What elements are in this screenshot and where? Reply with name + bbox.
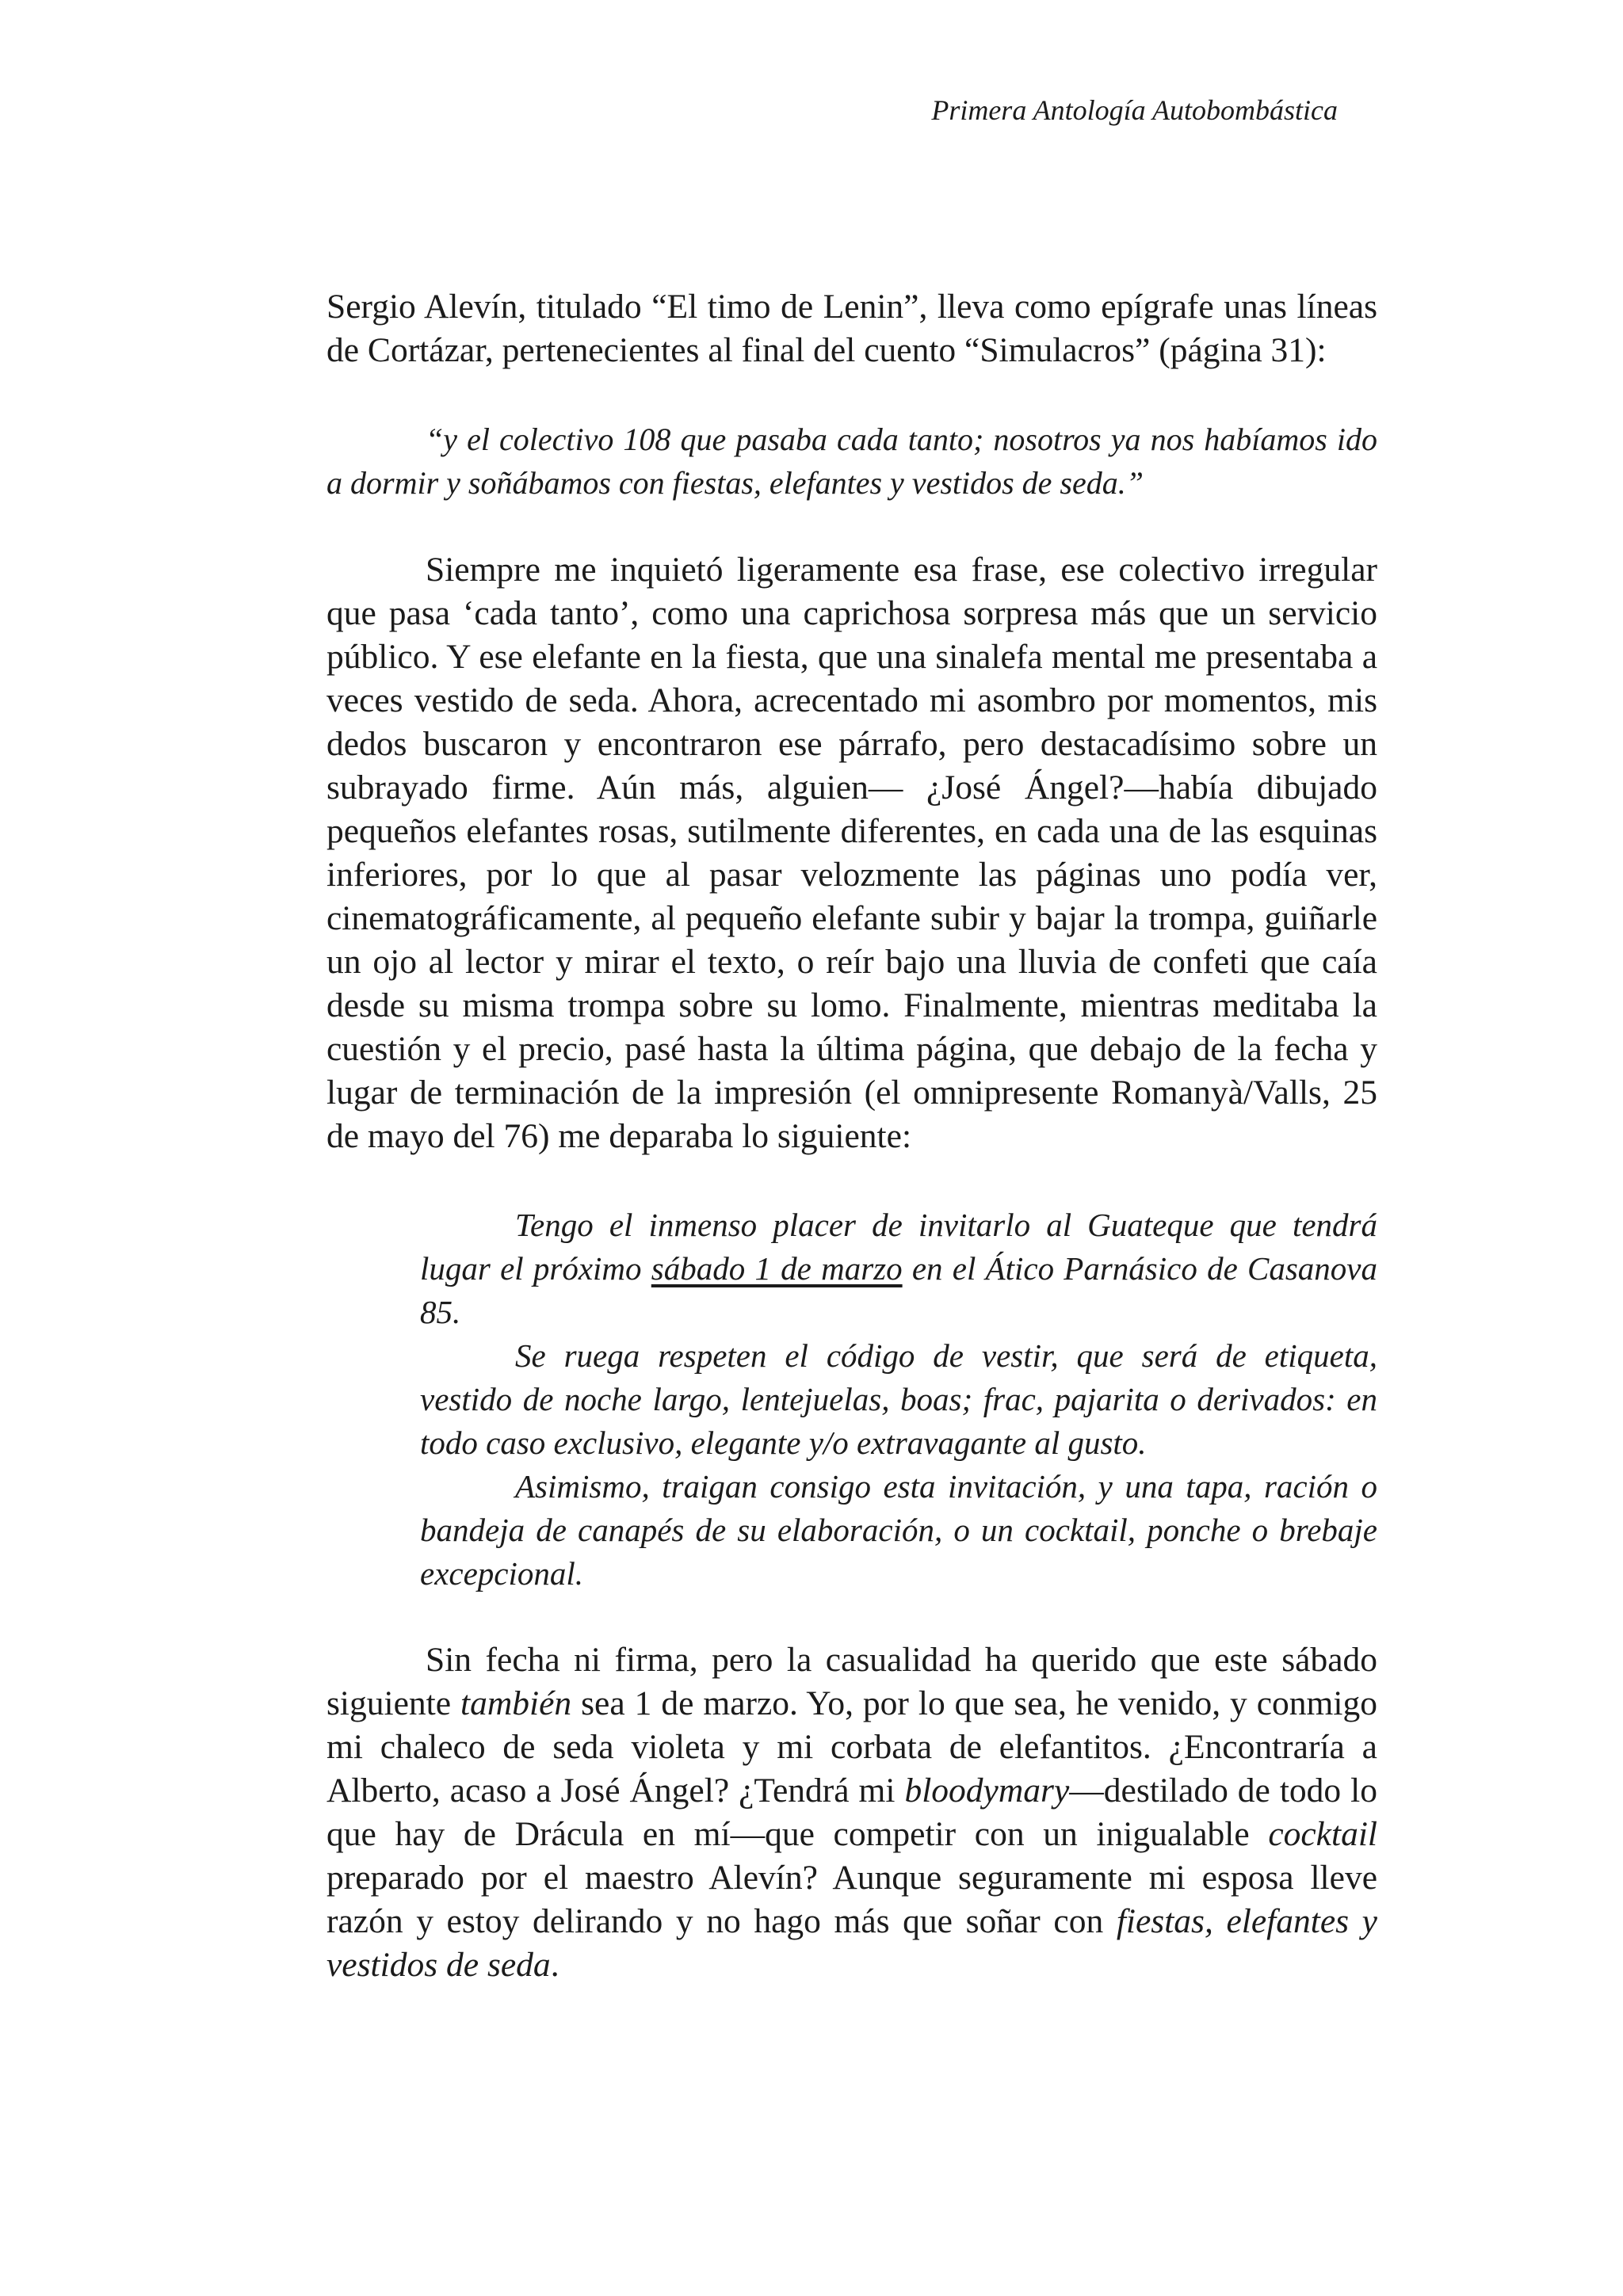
body-text [327, 285, 1377, 1987]
invitation-paragraph-3: Asimismo, traigan consigo esta invitación, y una tapa, ración o bandeja de canapés de su elaboración, o un cocktail, ponche o brebaje excepcional. [420, 1468, 1377, 1592]
closing-em-cocktail: cocktail [1268, 1815, 1377, 1853]
invitation-text [420, 1203, 1377, 1596]
invitation-paragraph-2: Se ruega respeten el código de vestir, que será de etiqueta, vestido de noche largo, lentejuelas, boas; frac, pajarita o derivados: en todo caso exclusivo, elegante y/o extravagante al gusto. [420, 1337, 1377, 1461]
closing-part-3: —destilado de todo lo que hay de Drácula en mí—que competir con un inigualable [327, 1772, 1378, 1853]
invitation-line-1b: en el Ático Parnásico de Casanova 85. [420, 1250, 1377, 1330]
invitation-date: sábado 1 de marzo [651, 1250, 903, 1287]
closing-part-5: . [550, 1946, 559, 1984]
closing-part-1: Sin fecha ni firma, pero la casualidad ha querido que este sábado siguiente [327, 1641, 1377, 1722]
invitation-line-1a: Tengo el inmenso placer de invitarlo al Guateque que tendrá lugar el próximo [420, 1207, 1377, 1287]
closing-part-2: sea 1 de marzo. Yo, por lo que sea, he venido, y conmigo mi chaleco de seda violeta y mi corbata de elefantitos. ¿Encontraría a Alberto, acaso a José Ángel? ¿Tendrá mi [327, 1684, 1377, 1810]
invitation-paragraph-1 [420, 1203, 1377, 1334]
running-header: Primera Antología Autobombástica [931, 94, 1338, 126]
closing-em-fiestas: fiestas, elefantes y vestidos de seda [327, 1902, 1377, 1984]
closing-em-bloodymary: bloodymary [904, 1772, 1070, 1810]
paragraph-intro: Sergio Alevín, titulado “El timo de Lenin”, lleva como epígrafe unas líneas de Cortázar, pertenecientes al final del cuento “Simulacros” (página 31): [327, 288, 1377, 369]
closing-part-4: preparado por el maestro Alevín? Aunque seguramente mi esposa lleve razón y estoy delirando y no hago más que soñar con [327, 1859, 1377, 1940]
paragraph-elephants: Siempre me inquietó ligeramente esa frase, ese colectivo irregular que pasa ‘cada tanto’, como una caprichosa sorpresa más que un servicio público. Y ese elefante en la fiesta, que una sinalefa mental me presentaba a veces vestido de seda. Ahora, acrecentado mi asombro por momentos, mis dedos buscaron y encontraron ese párrafo, pero destacadísimo sobre un subrayado firme. Aún más, alguien— ¿José Ángel?—había dibujado pequeños elefantes rosas, sutilmente diferentes, en cada una de las esquinas inferiores, por lo que al pasar velozmente las páginas uno podía ver, cinematográficamente, al pequeño elefante subir y bajar la trompa, guiñarle un ojo al lector y mirar el texto, o reír bajo una lluvia de confeti que caía desde su misma trompa sobre su lomo. Finalmente, mientras meditaba la cuestión y el precio, pasé hasta la última página, que debajo de la fecha y lugar de terminación de la impresión (el omnipresente Romanyà/Valls, 25 de mayo del 76) me deparaba lo siguiente: [327, 551, 1377, 1155]
paragraph-closing [327, 1638, 1377, 1987]
closing-em-tambien: también [460, 1684, 572, 1722]
epigraph-quote: “y el colectivo 108 que pasaba cada tanto; nosotros ya nos habíamos ido a dormir y soñábamos con fiestas, elefantes y vestidos de seda.” [327, 421, 1377, 501]
